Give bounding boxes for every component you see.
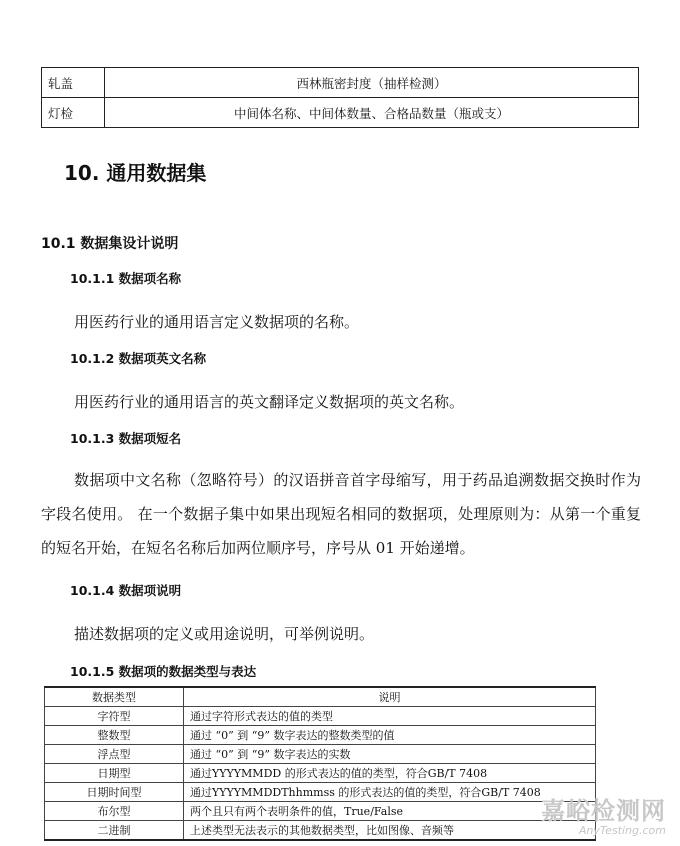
table-header-row xyxy=(45,687,596,707)
subsection-title: 10.1 数据集设计说明 xyxy=(41,236,179,252)
row-label: 灯检 xyxy=(42,98,105,128)
item-text-description: 描述数据项的定义或用途说明，可举例说明。 xyxy=(74,625,375,643)
type-cell: 布尔型 xyxy=(45,802,184,821)
item-heading-description: 10.1.4 数据项说明 xyxy=(70,583,182,598)
item-text-short-name: 数据项中文名称（忽略符号）的汉语拼音首字母缩写，用于药品追溯数据交换时作为字段名使用。 在一个数据子集中如果出现短名相同的数据项，处理原则为：从第一个重复的短名开始，在短名名称后加两位顺序号，序号从 01 开始递增。 xyxy=(41,471,641,557)
watermark-title: 嘉峪检测网 xyxy=(541,797,666,825)
table-row xyxy=(45,821,596,841)
row-value: 中间体名称、中间体数量、合格品数量（瓶或支） xyxy=(105,98,639,128)
item-text-english-name: 用医药行业的通用语言的英文翻译定义数据项的英文名称。 xyxy=(74,393,465,411)
row-label: 轧盖 xyxy=(42,68,105,98)
item-heading-english-name: 10.1.2 数据项英文名称 xyxy=(70,351,207,366)
table-row xyxy=(45,745,596,764)
watermark xyxy=(541,791,666,837)
desc-cell: 上述类型无法表示的其他数据类型，比如图像、音频等 xyxy=(184,821,596,841)
section-title: 10. 通用数据集 xyxy=(64,161,207,185)
process-table xyxy=(41,67,639,128)
row-value: 西林瓶密封度（抽样检测） xyxy=(105,68,639,98)
desc-cell: 通过 “0” 到 “9” 数字表达的实数 xyxy=(184,745,596,764)
item-heading-short-name: 10.1.3 数据项短名 xyxy=(70,431,182,446)
column-header: 数据类型 xyxy=(45,687,184,707)
type-cell: 字符型 xyxy=(45,707,184,726)
item-heading-data-types: 10.1.5 数据项的数据类型与表达 xyxy=(70,664,257,679)
type-cell: 整数型 xyxy=(45,726,184,745)
item-text-name: 用医药行业的通用语言定义数据项的名称。 xyxy=(74,313,360,331)
desc-cell: 两个且只有两个表明条件的值，True/False xyxy=(184,802,596,821)
watermark-domain: AnyTesting.com xyxy=(578,824,666,837)
table-row xyxy=(45,726,596,745)
table-row xyxy=(42,68,639,98)
column-header: 说明 xyxy=(184,687,596,707)
type-cell: 日期时间型 xyxy=(45,783,184,802)
table-row xyxy=(45,802,596,821)
table-row xyxy=(42,98,639,128)
type-cell: 二进制 xyxy=(45,821,184,841)
table-row xyxy=(45,764,596,783)
desc-cell: 通过 “0” 到 “9” 数字表达的整数类型的值 xyxy=(184,726,596,745)
desc-cell: 通过YYYYMMDD 的形式表达的值的类型，符合GB/T 7408 xyxy=(184,764,596,783)
desc-cell: 通过字符形式表达的值的类型 xyxy=(184,707,596,726)
data-type-table xyxy=(44,686,596,841)
type-cell: 日期型 xyxy=(45,764,184,783)
table-row xyxy=(45,707,596,726)
desc-cell: 通过YYYYMMDDThhmmss 的形式表达的值的类型，符合GB/T 7408 xyxy=(184,783,596,802)
item-heading-name: 10.1.1 数据项名称 xyxy=(70,271,182,286)
table-row xyxy=(45,783,596,802)
type-cell: 浮点型 xyxy=(45,745,184,764)
